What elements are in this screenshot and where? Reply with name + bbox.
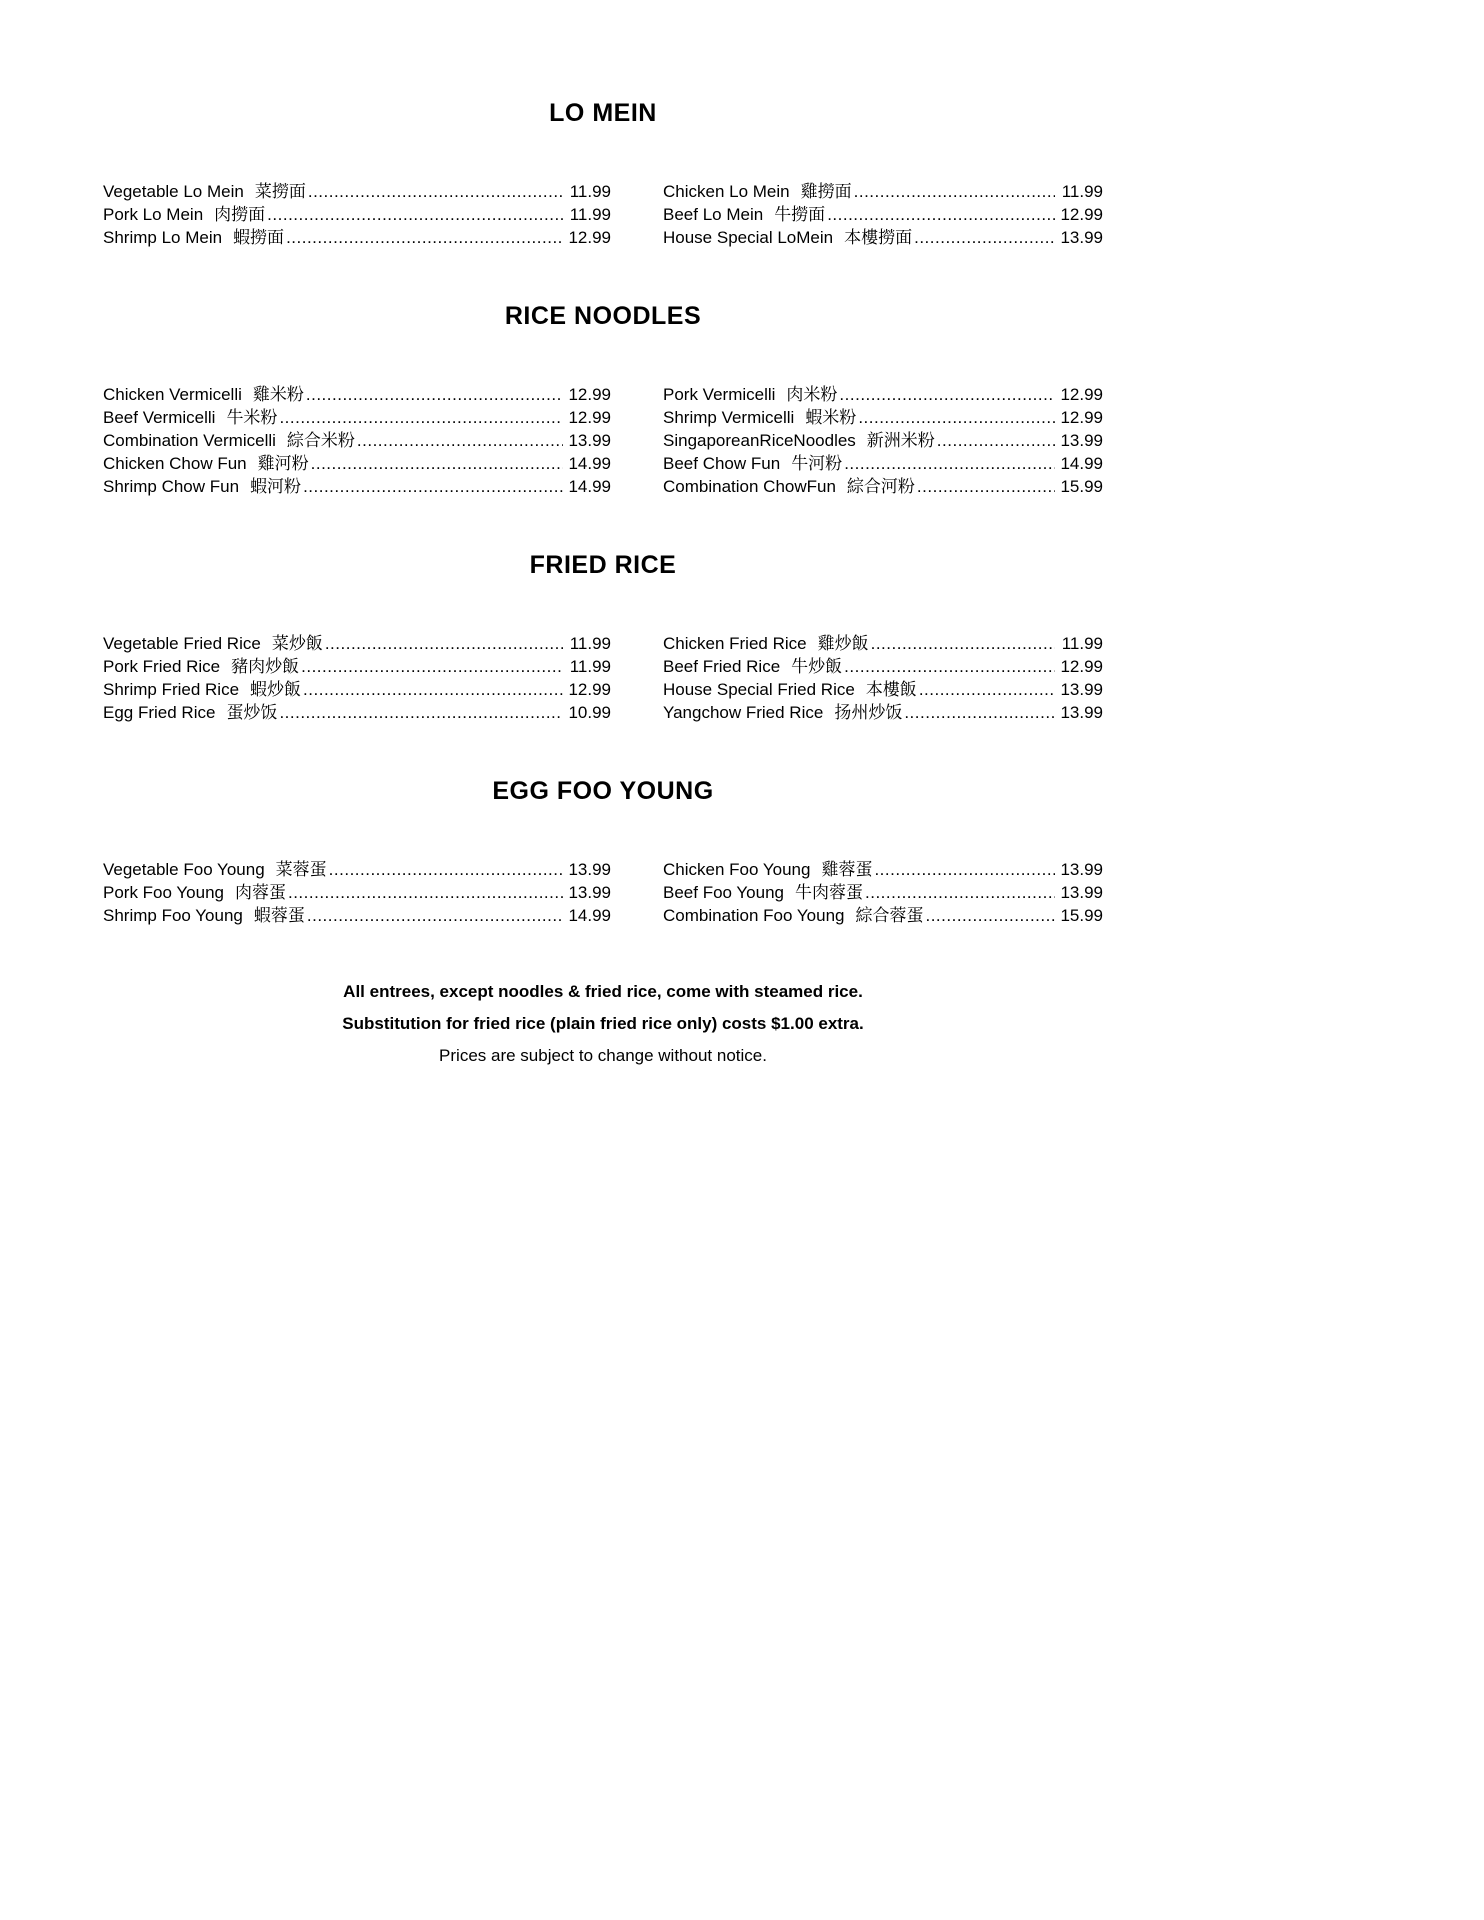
- section-columns: [103, 632, 1103, 724]
- item-name-chinese: 綜合蓉蛋: [855, 906, 924, 925]
- menu-item: [103, 678, 611, 701]
- menu-item: [103, 904, 611, 927]
- right-column: [663, 180, 1103, 249]
- item-price: 13.99: [568, 883, 611, 902]
- item-name-english: House Special LoMein: [663, 228, 834, 247]
- dotted-leader: [917, 475, 1055, 498]
- dotted-leader: [357, 429, 563, 452]
- menu-sections: [103, 98, 1103, 927]
- menu-item: [103, 429, 611, 452]
- item-name-chinese: 雞撈面: [800, 182, 852, 201]
- dotted-leader: [279, 406, 563, 429]
- item-name: [663, 452, 842, 475]
- footer-notes: [103, 979, 1103, 1068]
- item-price: 13.99: [1060, 883, 1103, 902]
- item-name-chinese: 蝦炒飯: [250, 680, 302, 699]
- section-title: RICE NOODLES: [504, 302, 702, 330]
- item-name: [663, 678, 917, 701]
- dotted-leader: [329, 858, 563, 881]
- menu-item: [103, 475, 611, 498]
- item-name-chinese: 蝦蓉蛋: [253, 906, 305, 925]
- item-name-english: Pork Foo Young: [103, 883, 224, 902]
- item-name-english: Vegetable Foo Young: [103, 860, 265, 879]
- item-name-english: Beef Chow Fun: [663, 454, 781, 473]
- item-price: 12.99: [1060, 657, 1103, 676]
- right-column: [663, 383, 1103, 498]
- item-name: [103, 429, 355, 452]
- footer-note-substitution: Substitution for fried rice (plain fried rice only) costs $1.00 extra.: [342, 1014, 864, 1033]
- item-price: 11.99: [569, 634, 611, 653]
- menu-item: [663, 475, 1103, 498]
- left-column: [103, 180, 611, 249]
- dotted-leader: [937, 429, 1055, 452]
- footer-note-steamed-rice: All entrees, except noodles & fried rice, come with steamed rice.: [343, 982, 863, 1001]
- item-name-chinese: 蝦米粉: [805, 408, 857, 427]
- item-name: [103, 858, 327, 881]
- item-price: 12.99: [568, 228, 611, 247]
- item-name-chinese: 牛炒飯: [791, 657, 843, 676]
- left-column: [103, 858, 611, 927]
- item-name-chinese: 牛撈面: [774, 205, 826, 224]
- item-price: 11.99: [1061, 634, 1103, 653]
- item-name-chinese: 雞米粉: [252, 385, 304, 404]
- left-column: [103, 383, 611, 498]
- item-name-chinese: 肉蓉蛋: [234, 883, 286, 902]
- right-column: [663, 632, 1103, 724]
- menu-item: [103, 180, 611, 203]
- item-name-english: Beef Foo Young: [663, 883, 785, 902]
- item-price: 14.99: [568, 477, 611, 496]
- menu-item: [663, 383, 1103, 406]
- item-name-english: House Special Fried Rice: [663, 680, 855, 699]
- dotted-leader: [839, 383, 1055, 406]
- item-name-english: Pork Lo Mein: [103, 205, 204, 224]
- item-price: 13.99: [1060, 860, 1103, 879]
- item-name-chinese: 牛河粉: [791, 454, 843, 473]
- item-name-chinese: 豬肉炒飯: [231, 657, 300, 676]
- item-name-chinese: 雞炒飯: [817, 634, 869, 653]
- section-title: EGG FOO YOUNG: [492, 777, 714, 805]
- section-columns: [103, 858, 1103, 927]
- right-column: [663, 858, 1103, 927]
- item-name-chinese: 牛米粉: [226, 408, 278, 427]
- item-price: 12.99: [1060, 408, 1103, 427]
- menu-section-lo-mein: [103, 98, 1103, 249]
- item-name-english: Shrimp Foo Young: [103, 906, 243, 925]
- menu-item: [663, 632, 1103, 655]
- item-name: [663, 383, 837, 406]
- item-price: 13.99: [568, 860, 611, 879]
- dotted-leader: [308, 180, 563, 203]
- menu-item: [103, 383, 611, 406]
- menu-item: [663, 858, 1103, 881]
- item-name-chinese: 菜蓉蛋: [275, 860, 327, 879]
- item-name: [663, 881, 863, 904]
- item-name-english: Chicken Foo Young: [663, 860, 811, 879]
- item-name-english: Beef Lo Mein: [663, 205, 764, 224]
- dotted-leader: [306, 383, 563, 406]
- item-name-english: Yangchow Fried Rice: [663, 703, 824, 722]
- item-name-english: Pork Fried Rice: [103, 657, 221, 676]
- item-name-chinese: 蝦河粉: [250, 477, 302, 496]
- item-name-english: SingaporeanRiceNoodles: [663, 431, 856, 450]
- dotted-leader: [904, 701, 1055, 724]
- item-name: [663, 475, 915, 498]
- dotted-leader: [307, 904, 563, 927]
- menu-section-fried-rice: [103, 550, 1103, 724]
- item-name: [103, 678, 301, 701]
- menu-item: [663, 429, 1103, 452]
- item-name-chinese: 肉米粉: [786, 385, 838, 404]
- dotted-leader: [925, 904, 1055, 927]
- item-name: [663, 655, 842, 678]
- dotted-leader: [279, 701, 563, 724]
- item-name: [103, 203, 265, 226]
- item-name-chinese: 綜合米粉: [286, 431, 355, 450]
- menu-page: [0, 0, 1103, 1068]
- item-name-english: Beef Vermicelli: [103, 408, 216, 427]
- menu-item: [103, 203, 611, 226]
- item-name: [103, 180, 306, 203]
- menu-item: [663, 203, 1103, 226]
- item-name-english: Vegetable Fried Rice: [103, 634, 261, 653]
- footer-note-prices: Prices are subject to change without notice.: [439, 1046, 767, 1065]
- item-name-english: Combination ChowFun: [663, 477, 836, 496]
- menu-item: [663, 701, 1103, 724]
- menu-item: [103, 701, 611, 724]
- item-name: [103, 655, 299, 678]
- menu-item: [663, 881, 1103, 904]
- item-name-chinese: 新洲米粉: [866, 431, 935, 450]
- item-name: [663, 203, 825, 226]
- item-price: 13.99: [1060, 703, 1103, 722]
- menu-item: [103, 881, 611, 904]
- section-columns: [103, 383, 1103, 498]
- item-name: [663, 632, 869, 655]
- item-name-english: Egg Fried Rice: [103, 703, 216, 722]
- item-name-english: Shrimp Lo Mein: [103, 228, 223, 247]
- dotted-leader: [914, 226, 1055, 249]
- menu-item: [103, 632, 611, 655]
- dotted-leader: [286, 226, 563, 249]
- item-name-chinese: 肉撈面: [214, 205, 266, 224]
- dotted-leader: [919, 678, 1055, 701]
- item-name: [103, 226, 284, 249]
- left-column: [103, 632, 611, 724]
- item-price: 12.99: [1060, 385, 1103, 404]
- item-name-english: Combination Foo Young: [663, 906, 845, 925]
- dotted-leader: [874, 858, 1055, 881]
- menu-item: [663, 406, 1103, 429]
- menu-item: [663, 904, 1103, 927]
- dotted-leader: [858, 406, 1055, 429]
- item-name: [663, 858, 872, 881]
- item-name-chinese: 雞河粉: [257, 454, 309, 473]
- item-name-english: Pork Vermicelli: [663, 385, 776, 404]
- menu-item: [663, 678, 1103, 701]
- item-name-english: Beef Fried Rice: [663, 657, 781, 676]
- item-price: 15.99: [1060, 477, 1103, 496]
- item-name: [103, 475, 301, 498]
- dotted-leader: [288, 881, 563, 904]
- dotted-leader: [303, 475, 563, 498]
- item-name-chinese: 蛋炒饭: [226, 703, 278, 722]
- item-name-chinese: 菜撈面: [254, 182, 306, 201]
- dotted-leader: [844, 452, 1055, 475]
- item-price: 13.99: [1060, 228, 1103, 247]
- item-price: 14.99: [568, 454, 611, 473]
- item-price: 10.99: [568, 703, 611, 722]
- item-name: [103, 904, 305, 927]
- dotted-leader: [844, 655, 1055, 678]
- item-name: [103, 383, 304, 406]
- item-name-chinese: 牛肉蓉蛋: [795, 883, 864, 902]
- item-name-chinese: 蝦撈面: [233, 228, 285, 247]
- menu-item: [663, 452, 1103, 475]
- menu-item: [663, 180, 1103, 203]
- item-name-chinese: 扬州炒饭: [834, 703, 903, 722]
- item-name: [103, 881, 286, 904]
- dotted-leader: [311, 452, 563, 475]
- item-name-chinese: 本樓撈面: [844, 228, 913, 247]
- item-name: [103, 406, 277, 429]
- section-columns: [103, 180, 1103, 249]
- menu-item: [103, 655, 611, 678]
- item-price: 12.99: [568, 680, 611, 699]
- item-name-english: Shrimp Fried Rice: [103, 680, 240, 699]
- dotted-leader: [865, 881, 1055, 904]
- item-price: 11.99: [569, 205, 611, 224]
- menu-section-rice-noodles: [103, 301, 1103, 498]
- item-price: 14.99: [1060, 454, 1103, 473]
- dotted-leader: [827, 203, 1055, 226]
- menu-item: [663, 226, 1103, 249]
- dotted-leader: [267, 203, 563, 226]
- item-price: 12.99: [568, 408, 611, 427]
- item-name-chinese: 雞蓉蛋: [821, 860, 873, 879]
- item-name: [103, 632, 323, 655]
- item-name-english: Vegetable Lo Mein: [103, 182, 244, 201]
- item-name-chinese: 綜合河粉: [846, 477, 915, 496]
- item-name-english: Chicken Fried Rice: [663, 634, 807, 653]
- item-name: [663, 180, 852, 203]
- item-price: 11.99: [1061, 182, 1103, 201]
- dotted-leader: [871, 632, 1055, 655]
- menu-item: [663, 655, 1103, 678]
- item-name-english: Chicken Vermicelli: [103, 385, 242, 404]
- item-name-english: Shrimp Chow Fun: [103, 477, 240, 496]
- item-name: [663, 226, 912, 249]
- item-name: [663, 406, 856, 429]
- menu-item: [103, 452, 611, 475]
- dotted-leader: [854, 180, 1055, 203]
- item-name-chinese: 本樓飯: [865, 680, 917, 699]
- item-name: [663, 701, 902, 724]
- item-price: 13.99: [1060, 680, 1103, 699]
- item-price: 13.99: [1060, 431, 1103, 450]
- menu-item: [103, 406, 611, 429]
- dotted-leader: [325, 632, 563, 655]
- dotted-leader: [301, 655, 563, 678]
- item-price: 12.99: [568, 385, 611, 404]
- item-name-chinese: 菜炒飯: [271, 634, 323, 653]
- item-price: 15.99: [1060, 906, 1103, 925]
- item-name-english: Chicken Lo Mein: [663, 182, 790, 201]
- item-name-english: Shrimp Vermicelli: [663, 408, 795, 427]
- section-title: FRIED RICE: [529, 551, 677, 579]
- item-price: 12.99: [1060, 205, 1103, 224]
- item-name: [103, 452, 309, 475]
- item-price: 13.99: [568, 431, 611, 450]
- item-name: [103, 701, 277, 724]
- menu-section-egg-foo-young: [103, 776, 1103, 927]
- item-price: 11.99: [569, 657, 611, 676]
- section-title: LO MEIN: [549, 99, 657, 127]
- item-price: 14.99: [568, 906, 611, 925]
- menu-item: [103, 226, 611, 249]
- item-name: [663, 904, 923, 927]
- item-price: 11.99: [569, 182, 611, 201]
- item-name-english: Chicken Chow Fun: [103, 454, 247, 473]
- item-name: [663, 429, 935, 452]
- menu-item: [103, 858, 611, 881]
- dotted-leader: [303, 678, 563, 701]
- item-name-english: Combination Vermicelli: [103, 431, 276, 450]
